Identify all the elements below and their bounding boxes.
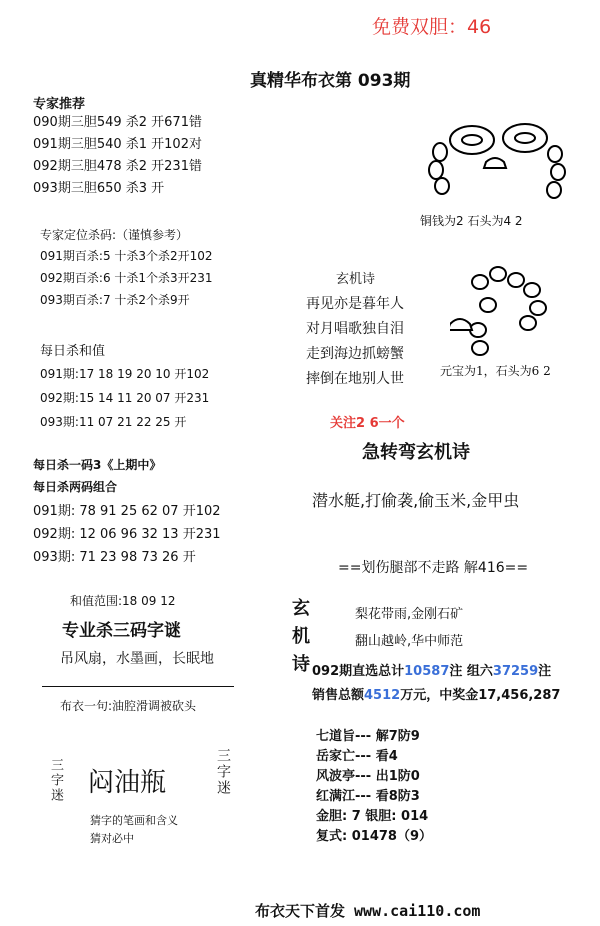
- poem-line: 摔倒在地别人世: [306, 371, 404, 387]
- focus-label: 关注2 6一个: [330, 416, 405, 431]
- stone-icon: [548, 146, 562, 162]
- sales-text: 注 组六: [449, 664, 493, 679]
- list-item: 092期: 12 06 96 32 13 开231: [33, 527, 221, 542]
- ingot-stones-picture: [450, 260, 560, 360]
- list-item: 岳家亡--- 看4: [316, 749, 398, 764]
- xuanji-line-2: 翻山越岭,华中师范: [355, 634, 464, 649]
- stone-icon: [433, 143, 447, 161]
- stone-icon: [472, 341, 488, 355]
- position-kill-heading: 专家定位杀码:（谨慎参考）: [40, 228, 189, 242]
- stone-icon: [435, 178, 449, 194]
- riddle-text: 吊风扇，水墨画，长眠地: [60, 651, 214, 667]
- list-item: 091期百杀:5 十杀3个杀2开102: [40, 249, 213, 263]
- list-item: 复式: 01478（9）: [316, 829, 432, 844]
- stone-icon: [472, 275, 488, 289]
- list-item: 093期: 71 23 98 73 26 开: [33, 550, 196, 565]
- sales-line-1: [312, 660, 551, 679]
- poem-line: 再见亦是暮年人: [306, 296, 404, 312]
- sales-text: 092期直选总计: [312, 664, 405, 679]
- sales-value: 4512: [364, 688, 401, 703]
- xuanji-line-1: 梨花带雨,金刚石矿: [355, 607, 464, 622]
- poem-lines: [306, 292, 404, 392]
- poem-line: 对月唱歌独自泪: [306, 321, 404, 337]
- list-item: 金胆: 7 银胆: 014: [316, 809, 429, 824]
- list-item: 091期三胆540 杀1 开102对: [33, 137, 202, 152]
- stone-icon: [524, 283, 540, 297]
- xuanji-label: 玄机诗: [289, 598, 310, 682]
- list-item: 风波亭--- 出1防0: [316, 769, 420, 784]
- hint-list: [316, 727, 432, 847]
- daily-sum-list: [40, 362, 209, 434]
- word-riddle-hint: 猜字的笔画和含义: [90, 814, 178, 827]
- daily-one-heading: 每日杀一码3《上期中》: [33, 458, 162, 472]
- sales-text: 万元，中奖金17,456,287: [400, 688, 561, 703]
- list-item: 090期三胆549 杀2 开671错: [33, 115, 202, 130]
- poem-line: 走到海边抓螃蟹: [306, 346, 404, 362]
- picture-caption-2: 元宝为1，石头为6 2: [440, 364, 551, 378]
- free-pair-label: 免费双胆：46: [372, 16, 492, 38]
- footer-banner: 布衣天下首发 www.cai110.com: [255, 902, 481, 920]
- sharp-heading: 急转弯玄机诗: [362, 442, 470, 463]
- injury-line: ==划伤腿部不走路 解416==: [338, 560, 529, 576]
- coin-icon: [503, 124, 547, 152]
- daily-two-list: [33, 500, 221, 569]
- sales-text: 注: [538, 664, 552, 679]
- position-kill-list: [40, 245, 213, 311]
- sales-value: 37259: [492, 664, 539, 679]
- divider: [42, 686, 234, 687]
- list-item: 093期三胆650 杀3 开: [33, 181, 165, 196]
- word-riddle-side-right: 三字迷: [215, 748, 231, 796]
- daily-sum-heading: 每日杀和值: [40, 344, 106, 359]
- expert-list: [33, 112, 202, 200]
- list-item: 091期:17 18 19 20 10 开102: [40, 367, 210, 381]
- poem-heading: 玄机诗: [336, 272, 376, 287]
- stone-icon: [520, 316, 536, 330]
- sum-range: 和值范围:18 09 12: [70, 594, 176, 608]
- list-item: 七道旨--- 解7防9: [316, 729, 420, 744]
- list-item: 093期:11 07 21 22 25 开: [40, 415, 187, 429]
- word-riddle-note: 猜对必中: [90, 832, 134, 845]
- ingot-icon: [484, 158, 506, 168]
- sharp-text: 潜水艇,打偷袭,偷玉米,金甲虫: [312, 491, 520, 510]
- daily-two-heading: 每日杀两码组合: [33, 480, 118, 494]
- sales-value: 10587: [404, 664, 450, 679]
- page-title: 真精华布衣第 093期: [250, 71, 411, 91]
- ingot-icon: [450, 319, 472, 330]
- stone-icon: [480, 298, 496, 312]
- coins-stones-picture: [420, 110, 570, 205]
- list-item: 093期百杀:7 十杀2个杀9开: [40, 293, 190, 307]
- buyi-line: 布衣一句:油腔滑调被砍头: [60, 699, 197, 713]
- list-item: 092期三胆478 杀2 开231错: [33, 159, 202, 174]
- list-item: 红满江--- 看8防3: [316, 789, 420, 804]
- list-item: 091期: 78 91 25 62 07 开102: [33, 504, 221, 519]
- stone-icon: [530, 301, 546, 315]
- expert-heading: 专家推荐: [33, 97, 86, 112]
- stone-icon: [547, 182, 561, 198]
- sales-text: 销售总额: [312, 688, 365, 703]
- stone-icon: [490, 267, 506, 281]
- riddle-heading: 专业杀三码字谜: [62, 621, 181, 641]
- stone-icon: [551, 164, 565, 180]
- word-riddle-side-left: 三字迷: [48, 758, 63, 803]
- stone-icon: [508, 273, 524, 287]
- coin-icon: [450, 126, 494, 154]
- word-riddle-main: 闷油瓶: [88, 768, 167, 798]
- stone-icon: [429, 161, 443, 179]
- list-item: 092期百杀:6 十杀1个杀3开231: [40, 271, 213, 285]
- list-item: 092期:15 14 11 20 07 开231: [40, 391, 210, 405]
- sales-line-2: [312, 684, 560, 703]
- picture-caption-1: 铜钱为2 石头为4 2: [420, 214, 523, 228]
